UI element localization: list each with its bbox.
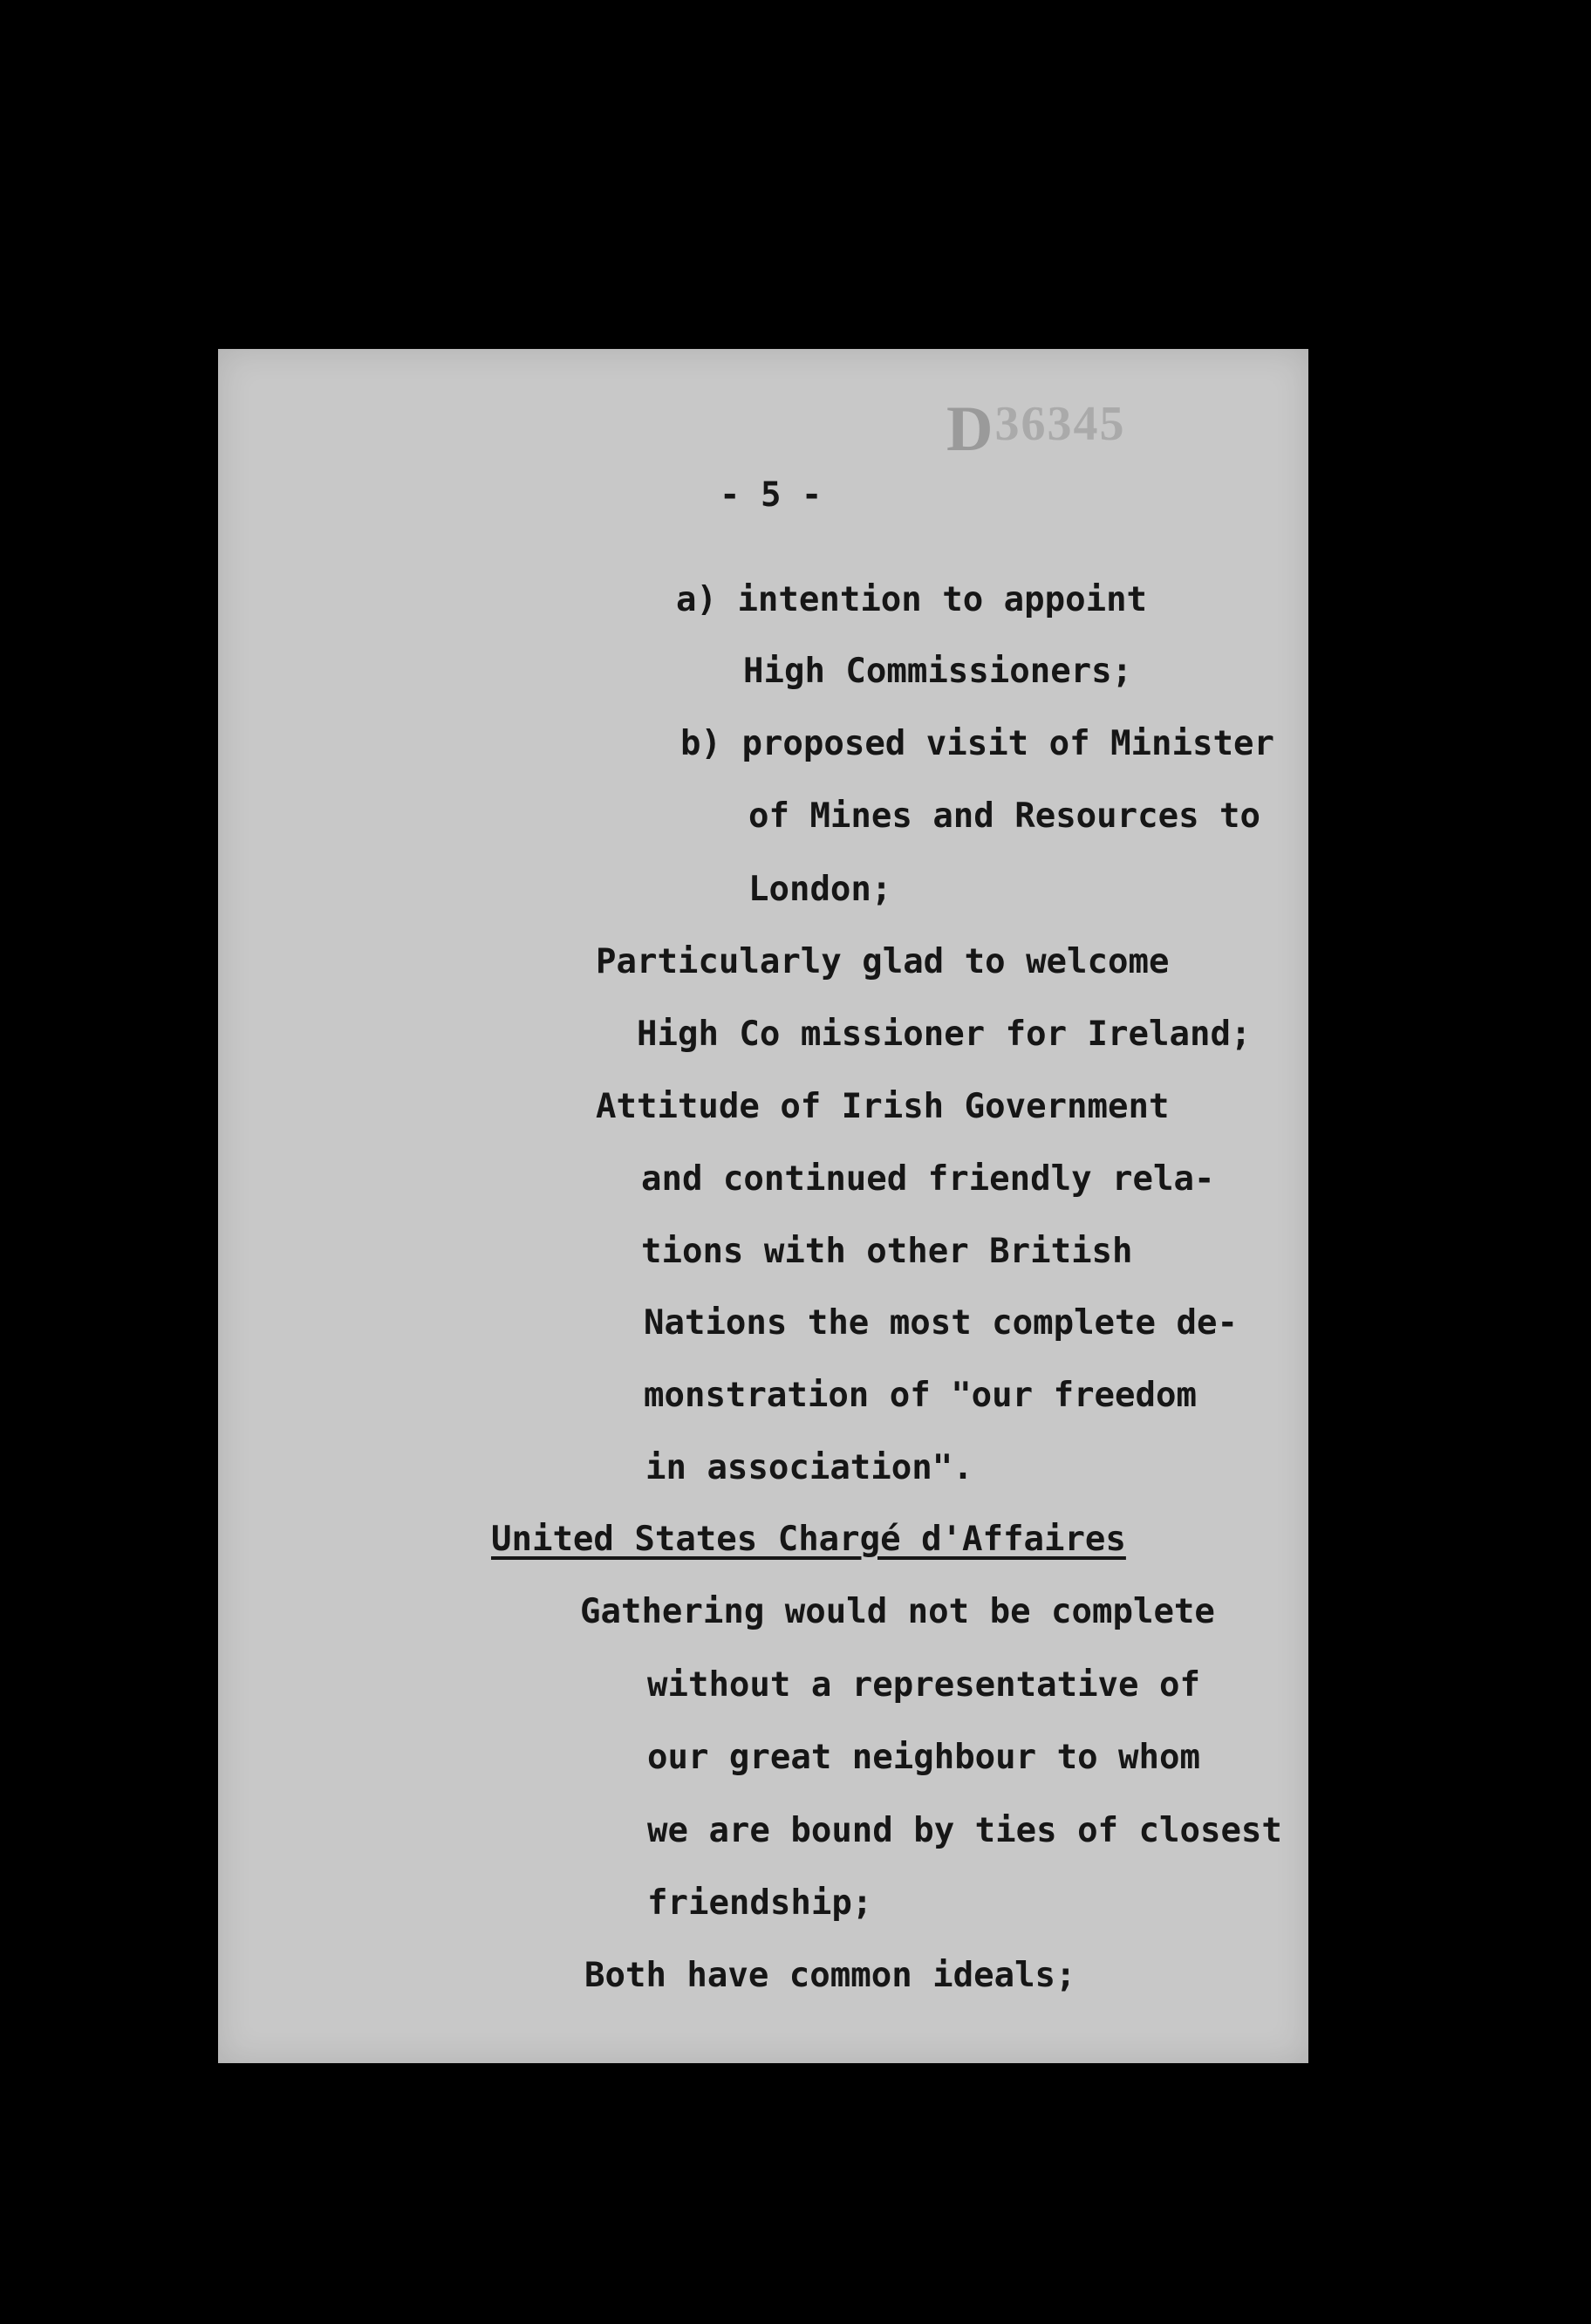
text-line: Attitude of Irish Government: [596, 1087, 1170, 1126]
text-line: High Co missioner for Ireland;: [637, 1015, 1252, 1054]
text-line: of Mines and Resources to: [748, 796, 1260, 836]
text-line: Both have common ideals;: [584, 1956, 1076, 1995]
text-line: in association".: [645, 1448, 973, 1487]
text-line: London;: [748, 870, 892, 909]
text-line: Particularly glad to welcome: [596, 942, 1170, 981]
text-line: friendship;: [647, 1883, 873, 1923]
text-line: we are bound by ties of closest: [647, 1811, 1282, 1850]
text-line: without a representative of: [647, 1665, 1200, 1705]
text-line: Nations the most complete de-: [644, 1303, 1238, 1343]
text-line: Gathering would not be complete: [580, 1592, 1215, 1631]
text-line: b) proposed visit of Minister: [680, 724, 1274, 763]
text-line: and continued friendly rela-: [641, 1159, 1215, 1199]
text-line: a) intention to appoint: [676, 580, 1148, 619]
text-line: our great neighbour to whom: [647, 1738, 1200, 1777]
section-heading: United States Chargé d'Affaires: [491, 1520, 1126, 1559]
text-line: monstration of "our freedom: [644, 1376, 1197, 1415]
archive-stamp: [946, 393, 1125, 467]
page-number: - 5 -: [720, 475, 823, 515]
stamp-letter: D: [946, 393, 995, 465]
text-line: High Commissioners;: [743, 652, 1133, 691]
stamp-number: 36345: [994, 397, 1126, 451]
text-line: tions with other British: [641, 1232, 1133, 1271]
